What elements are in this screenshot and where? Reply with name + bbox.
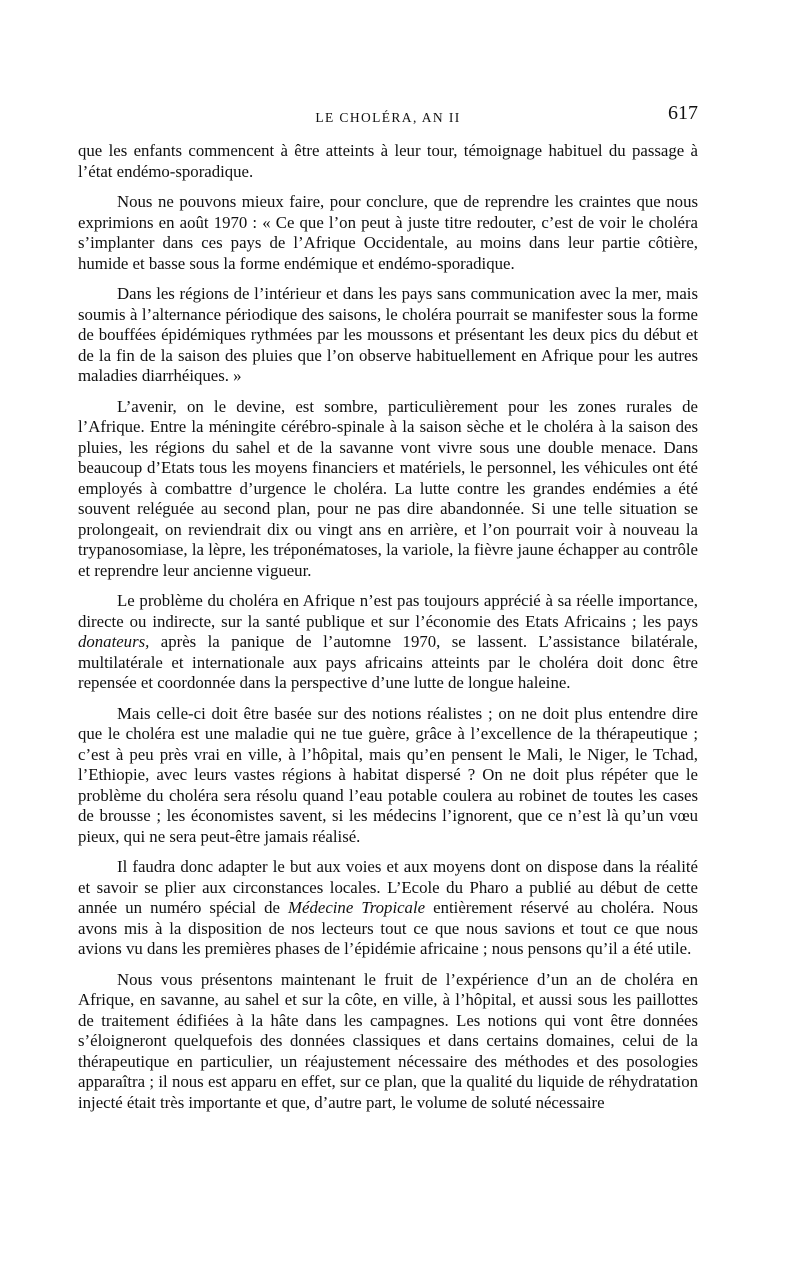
paragraph-4: L’avenir, on le devine, est sombre, particulièrement pour les zones rurales de l’Afrique. Entre la méningite cérébro-spinale à la saison sèche et le choléra à la saison des pluies, les régions du sahel et de la savanne vont vivre sous une double menace. Dans beaucoup d’Etats tous les moyens financiers et matériels, le personnel, les véhicules ont été employés à combattre d’urgence le choléra. La lutte contre les grandes endémies a été souvent reléguée au second plan, pour ne pas dire abandonnée. Si une telle situation se prolongeait, on reviendrait dix ou vingt ans en arrière, et l’on pourrait voir à nouveau la trypanosomiase, la lèpre, les tréponématoses, la variole, la fièvre jaune échapper au contrôle et reprendre leur ancienne vigueur. (78, 396, 698, 580)
emphasis-donateurs: donateurs, (78, 632, 150, 651)
paragraph-6: Mais celle-ci doit être basée sur des notions réalistes ; on ne doit plus entendre dire que le choléra est une maladie qui ne tue guère, grâce à l’excellence de la thérapeutique ; c’est à peu près vrai en ville, à l’hôpital, mais qu’en pensent le Mali, le Niger, le Tchad, l’Ethiopie, avec leurs vastes régions à habitat dispersé ? On ne doit plus répéter que le problème du choléra sera résolu quand l’eau potable coulera au robinet de toutes les cases de brousse ; les économistes savent, si les médecins l’ignorent, que ce n’est là qu’un vœu pieux, qui ne sera peut-être jamais réalisé. (78, 703, 698, 846)
paragraph-7-part-1: Il faudra donc adapter le but aux voies et aux moyens dont on dispose dans la réalité et savoir se plier aux circonstances locales. L’Ecole du Pharo a publié au début de cette année un numéro spécial de (78, 857, 698, 917)
paragraph-3: Dans les régions de l’intérieur et dans les pays sans communication avec la mer, mais soumis à l’alternance périodique des saisons, le choléra pourrait se manifester sous la forme de bouffées épidémiques rythmées par les moussons et présentant les deux pics du début et de la fin de la saison des pluies que l’on observe habituellement en Afrique pour les autres maladies diarrhéiques. » (78, 284, 698, 385)
paragraph-7 (78, 857, 698, 960)
body-text (78, 141, 698, 1123)
paragraph-5 (78, 591, 698, 694)
paragraph-5-part-2: après la panique de l’automne 1970, se lassent. L’assistance bilatérale, multilatérale et internationale aux pays africains atteints par le choléra doit donc être repensée et coordonnée dans la perspective d’une lutte de longue haleine. (78, 632, 698, 692)
emphasis-journal-title: Médecine Tropicale (288, 898, 426, 917)
paragraph-1: que les enfants commencent à être atteints à leur tour, témoignage habituel du passage à l’état endémo-sporadique. (78, 141, 698, 181)
paragraph-2: Nous ne pouvons mieux faire, pour conclure, que de reprendre les craintes que nous exprimions en août 1970 : « Ce que l’on peut à juste titre redouter, c’est de voir le choléra s’implanter dans ces pays de l’Afrique Occidentale, au moins dans leur partie côtière, humide et basse sous la forme endémique et endémo-sporadique. (78, 192, 698, 273)
paragraph-5-part-1: Le problème du choléra en Afrique n’est pas toujours apprécié à sa réelle importance, directe ou indirecte, sur la santé publique et sur l’économie des Etats Africains ; les pays (78, 591, 698, 631)
paragraph-7-part-2: entièrement réservé au choléra. Nous avons mis à la disposition de nos lecteurs tout ce que nous savions et tout ce que nous avions vu dans les premières phases de l’épidémie africaine ; nous pensons qu’il a été utile. (78, 898, 698, 958)
running-header (78, 102, 698, 132)
paragraph-8: Nous vous présentons maintenant le fruit de l’expérience d’un an de choléra en Afrique, en savanne, au sahel et sur la côte, en ville, à l’hôpital, et aussi sous les paillottes de traitement édifiées à la hâte dans les campagnes. Les notions qui vont être données s’éloigneront quelquefois des données classiques et dans certains domaines, celui de la thérapeutique en particulier, un réajustement nécessaire des méthodes et des posologies apparaîtra ; il nous est apparu en effet, sur ce plan, que la qualité du liquide de réhydratation injecté était très importante et que, d’autre part, le volume de soluté nécessaire (78, 969, 698, 1112)
running-title: LE CHOLÉRA, AN II (315, 110, 461, 125)
page-number: 617 (668, 102, 698, 124)
